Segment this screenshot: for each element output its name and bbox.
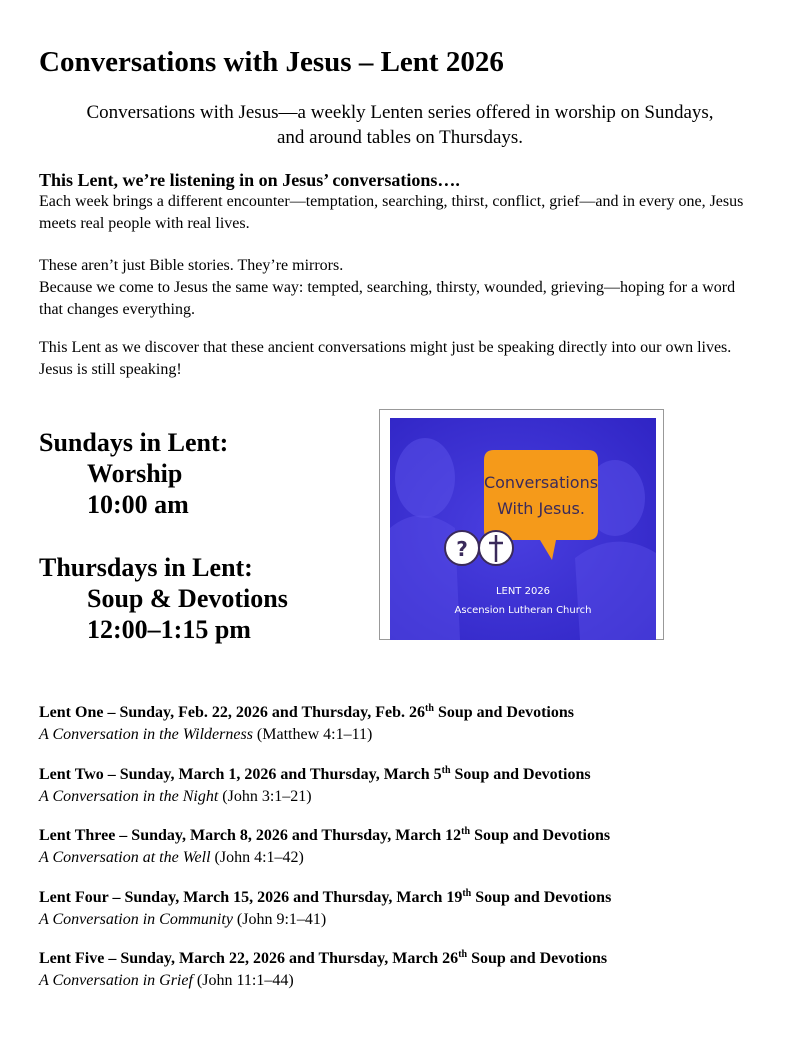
graphic-church: Ascension Lutheran Church	[454, 605, 592, 616]
week-title: A Conversation in Community	[39, 911, 233, 928]
week-heading-dates: Lent Four – Sunday, March 15, 2026 and Thursday, March 19	[39, 889, 463, 906]
week-item	[39, 948, 769, 992]
week-heading-event: Soup and Devotions	[467, 950, 608, 967]
thursdays-time: 12:00–1:15 pm	[87, 615, 251, 644]
closing-paragraph: This Lent as we discover that these ancient conversations might just be speaking directly into our own lives. Jesus is still speaking!	[39, 339, 732, 378]
week-heading	[39, 825, 769, 847]
week-item	[39, 887, 769, 931]
series-graphic	[379, 409, 664, 640]
subtitle-line-1: Conversations with Jesus—a weekly Lenten series offered in worship on Sundays,	[86, 102, 714, 123]
figure-left-head	[395, 438, 455, 518]
week-item	[39, 825, 769, 869]
week-subtitle	[39, 909, 769, 931]
week-subtitle	[39, 724, 769, 746]
week-title: A Conversation in Grief	[39, 972, 193, 989]
intro-paragraph: Each week brings a different encounter—temptation, searching, thirst, conflict, grief—and in every one, Jesus meets real people with real lives.	[39, 193, 744, 232]
ordinal-suffix: th	[462, 888, 472, 899]
week-heading	[39, 887, 769, 909]
mirrors-paragraph	[39, 255, 759, 321]
page-title: Conversations with Jesus – Lent 2026	[39, 46, 504, 78]
series-graphic-art	[390, 418, 656, 640]
week-heading	[39, 702, 769, 724]
subtitle-line-2: and around tables on Thursdays.	[276, 127, 524, 148]
week-title: A Conversation in the Night	[39, 788, 219, 805]
week-heading	[39, 948, 769, 970]
figure-right-body	[575, 542, 656, 640]
week-heading-dates: Lent Two – Sunday, March 1, 2026 and Thursday, March 5	[39, 766, 442, 783]
bubble-line-1: Conversations	[483, 473, 599, 492]
figure-left-body	[390, 516, 460, 641]
week-heading-dates: Lent Three – Sunday, March 8, 2026 and Thursday, March 12	[39, 827, 462, 844]
mirrors-line-2: Because we come to Jesus the same way: tempted, searching, thirsty, wounded, grieving—hoping for a word that changes everything.	[39, 279, 736, 318]
thursdays-event: Soup & Devotions	[87, 584, 288, 613]
week-heading-dates: Lent Five – Sunday, March 22, 2026 and Thursday, March 26	[39, 950, 459, 967]
question-mark: ?	[456, 537, 468, 561]
week-heading-dates: Lent One – Sunday, Feb. 22, 2026 and Thursday, Feb. 26	[39, 704, 426, 721]
week-heading-event: Soup and Devotions	[450, 766, 591, 783]
week-reference: (Matthew 4:1–11)	[252, 726, 373, 743]
week-heading	[39, 764, 769, 786]
week-subtitle	[39, 847, 769, 869]
mirrors-line-1: These aren’t just Bible stories. They’re mirrors.	[39, 257, 344, 274]
ordinal-suffix: th	[425, 703, 434, 714]
week-subtitle	[39, 786, 769, 808]
week-reference: (John 3:1–21)	[218, 788, 312, 805]
week-reference: (John 11:1–44)	[192, 972, 294, 989]
week-reference: (John 4:1–42)	[210, 849, 304, 866]
subtitle	[30, 100, 770, 150]
ordinal-suffix: th	[441, 765, 451, 776]
ordinal-suffix: th	[458, 949, 468, 960]
lead-heading: This Lent, we’re listening in on Jesus’ conversations….	[39, 170, 460, 190]
graphic-label: LENT 2026	[495, 586, 551, 597]
sundays-heading: Sundays in Lent:	[39, 428, 229, 457]
week-item	[39, 764, 769, 808]
schedule-block	[39, 427, 288, 645]
ordinal-suffix: th	[461, 826, 471, 837]
thursdays-heading: Thursdays in Lent:	[39, 553, 253, 582]
week-reference: (John 9:1–41)	[232, 911, 327, 928]
week-heading-event: Soup and Devotions	[471, 889, 612, 906]
bubble-line-2: With Jesus.	[497, 499, 585, 518]
week-heading-event: Soup and Devotions	[433, 704, 574, 721]
week-heading-event: Soup and Devotions	[470, 827, 611, 844]
week-subtitle	[39, 970, 769, 992]
week-title: A Conversation at the Well	[39, 849, 211, 866]
sundays-event: Worship	[87, 459, 183, 488]
week-item	[39, 702, 769, 746]
sundays-time: 10:00 am	[87, 490, 189, 519]
week-title: A Conversation in the Wilderness	[39, 726, 253, 743]
